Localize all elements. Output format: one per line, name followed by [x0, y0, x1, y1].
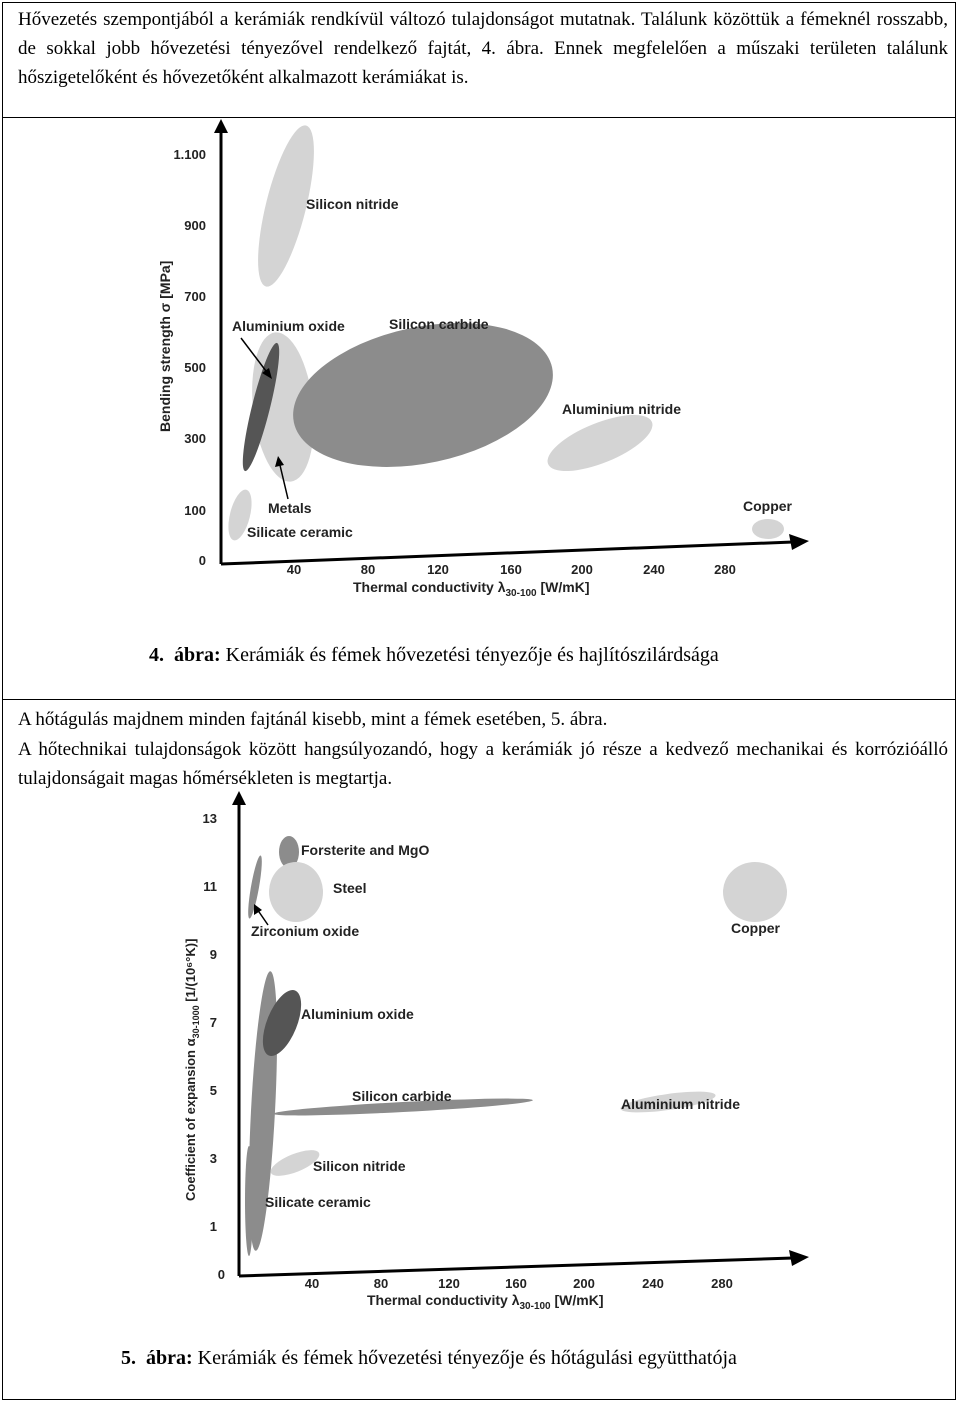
figure-5-label: ábra: — [146, 1347, 193, 1369]
high-temperature-sentence: A hőtechnikai tulajdonságok között hangsúlyozandó, hogy a kerámiák jó része a kedvező mechanikai és korrózióálló tulajdonságait magas hőmérsékleten is megtartja. — [18, 738, 948, 789]
y-tick-1100: 1.100 — [173, 147, 206, 162]
figure-5-chart — [3, 791, 955, 1331]
y-axis-arrow — [214, 119, 228, 133]
figure-4-chart — [3, 117, 955, 627]
figure-5-number: 5. — [121, 1347, 136, 1369]
label-aluminium-oxide: Aluminium oxide — [301, 1006, 414, 1022]
y-tick-9: 9 — [209, 947, 217, 962]
y-tick-700: 700 — [184, 289, 206, 304]
table-row-figure-4 — [3, 117, 955, 700]
x-tick-280: 280 — [714, 562, 736, 577]
x-axis — [239, 1258, 793, 1276]
figure-4-caption — [149, 644, 719, 667]
x-axis-title: Thermal conductivity $\lambda_{30-100}$ [W/mK] — [353, 579, 590, 599]
x-tick-200: 200 — [573, 1276, 595, 1291]
x-tick-160: 160 — [500, 562, 522, 577]
label-aluminium-oxide: Aluminium oxide — [232, 318, 345, 334]
label-silicon-nitride: Silicon nitride — [313, 1158, 406, 1174]
x-tick-80: 80 — [373, 1276, 389, 1291]
thermal-expansion-sentence: A hőtágulás majdnem minden fajtánál kisebb, mint a fémek esetében, 5. ábra. — [18, 709, 608, 730]
x-tick-280: 280 — [711, 1276, 733, 1291]
label-aluminium-nitride: Aluminium nitride — [621, 1096, 740, 1112]
table-row-figure-5 — [3, 699, 955, 1399]
label-silicate-ceramic: Silicate ceramic — [247, 524, 353, 540]
y-axis-title: Bending strength σ [MPa] — [157, 260, 173, 432]
region-silicate-ceramic — [245, 1146, 253, 1256]
y-tick-1: 1 — [209, 1219, 217, 1234]
y-tick-500: 500 — [184, 360, 206, 375]
label-aluminium-nitride: Aluminium nitride — [562, 401, 681, 417]
table-row-intro — [3, 3, 955, 118]
label-silicon-nitride: Silicon nitride — [306, 196, 399, 212]
figure-5-caption — [121, 1347, 737, 1370]
middle-paragraph — [18, 705, 948, 794]
x-tick-160: 160 — [505, 1276, 527, 1291]
y-tick-7: 7 — [209, 1015, 217, 1030]
x-tick-40: 40 — [286, 562, 302, 577]
label-silicon-carbide: Silicon carbide — [389, 316, 489, 332]
y-tick-0: 0 — [217, 1267, 225, 1282]
label-copper: Copper — [731, 920, 780, 936]
x-axis-title: Thermal conductivity $\lambda_{30-100}$ [W/mK] — [367, 1292, 604, 1312]
y-tick-5: 5 — [209, 1083, 217, 1098]
label-forsterite-mgo: Forsterite and MgO — [301, 842, 430, 858]
x-tick-120: 120 — [438, 1276, 460, 1291]
y-tick-100: 100 — [184, 503, 206, 518]
label-steel: Steel — [333, 880, 367, 896]
x-tick-200: 200 — [571, 562, 593, 577]
y-tick-300: 300 — [184, 431, 206, 446]
y-tick-900: 900 — [184, 218, 206, 233]
x-axis — [221, 542, 793, 564]
y-tick-3: 3 — [209, 1151, 217, 1166]
y-tick-11: 11 — [203, 879, 217, 894]
x-tick-40: 40 — [304, 1276, 320, 1291]
x-axis-arrow — [789, 534, 809, 550]
x-tick-240: 240 — [643, 562, 665, 577]
figure-5-caption-text: Kerámiák és fémek hővezetési tényezője és hőtágulási együtthatója — [197, 1347, 737, 1369]
region-steel — [269, 862, 323, 922]
label-silicate-ceramic: Silicate ceramic — [265, 1194, 371, 1210]
region-copper — [723, 862, 787, 922]
y-tick-0: 0 — [198, 553, 206, 568]
document-page — [2, 2, 956, 1400]
x-axis-arrow — [789, 1250, 809, 1266]
figure-4-number: 4. — [149, 644, 164, 666]
x-tick-80: 80 — [360, 562, 376, 577]
label-silicon-carbide: Silicon carbide — [352, 1088, 452, 1104]
figure-4-label: ábra: — [174, 644, 221, 666]
intro-paragraph: Hővezetés szempontjából a kerámiák rendkívül változó tulajdonságot mutatnak. Találunk közöttük a fémeknél rosszabb, de sokkal jobb hővezetési tényezővel rendelkező fajtát, 4. ábra. Ennek megfelelően a műszaki területen találunk hőszigetelőként és hővezetőként alkalmazott kerámiákat is. — [18, 9, 948, 88]
region-copper — [752, 519, 784, 539]
label-zirconium-oxide: Zirconium oxide — [251, 923, 360, 939]
label-metals: Metals — [268, 500, 312, 516]
x-tick-240: 240 — [642, 1276, 664, 1291]
label-copper: Copper — [743, 498, 792, 514]
x-tick-120: 120 — [427, 562, 449, 577]
y-tick-13: 13 — [202, 811, 217, 826]
y-axis-arrow — [232, 791, 246, 805]
figure-4-caption-text: Kerámiák és fémek hővezetési tényezője és hajlítószilárdsága — [225, 644, 719, 666]
y-axis-title: Coefficient of expansion $\alpha_{30-1000}$ [1/(10⁶°K)] — [183, 938, 201, 1201]
